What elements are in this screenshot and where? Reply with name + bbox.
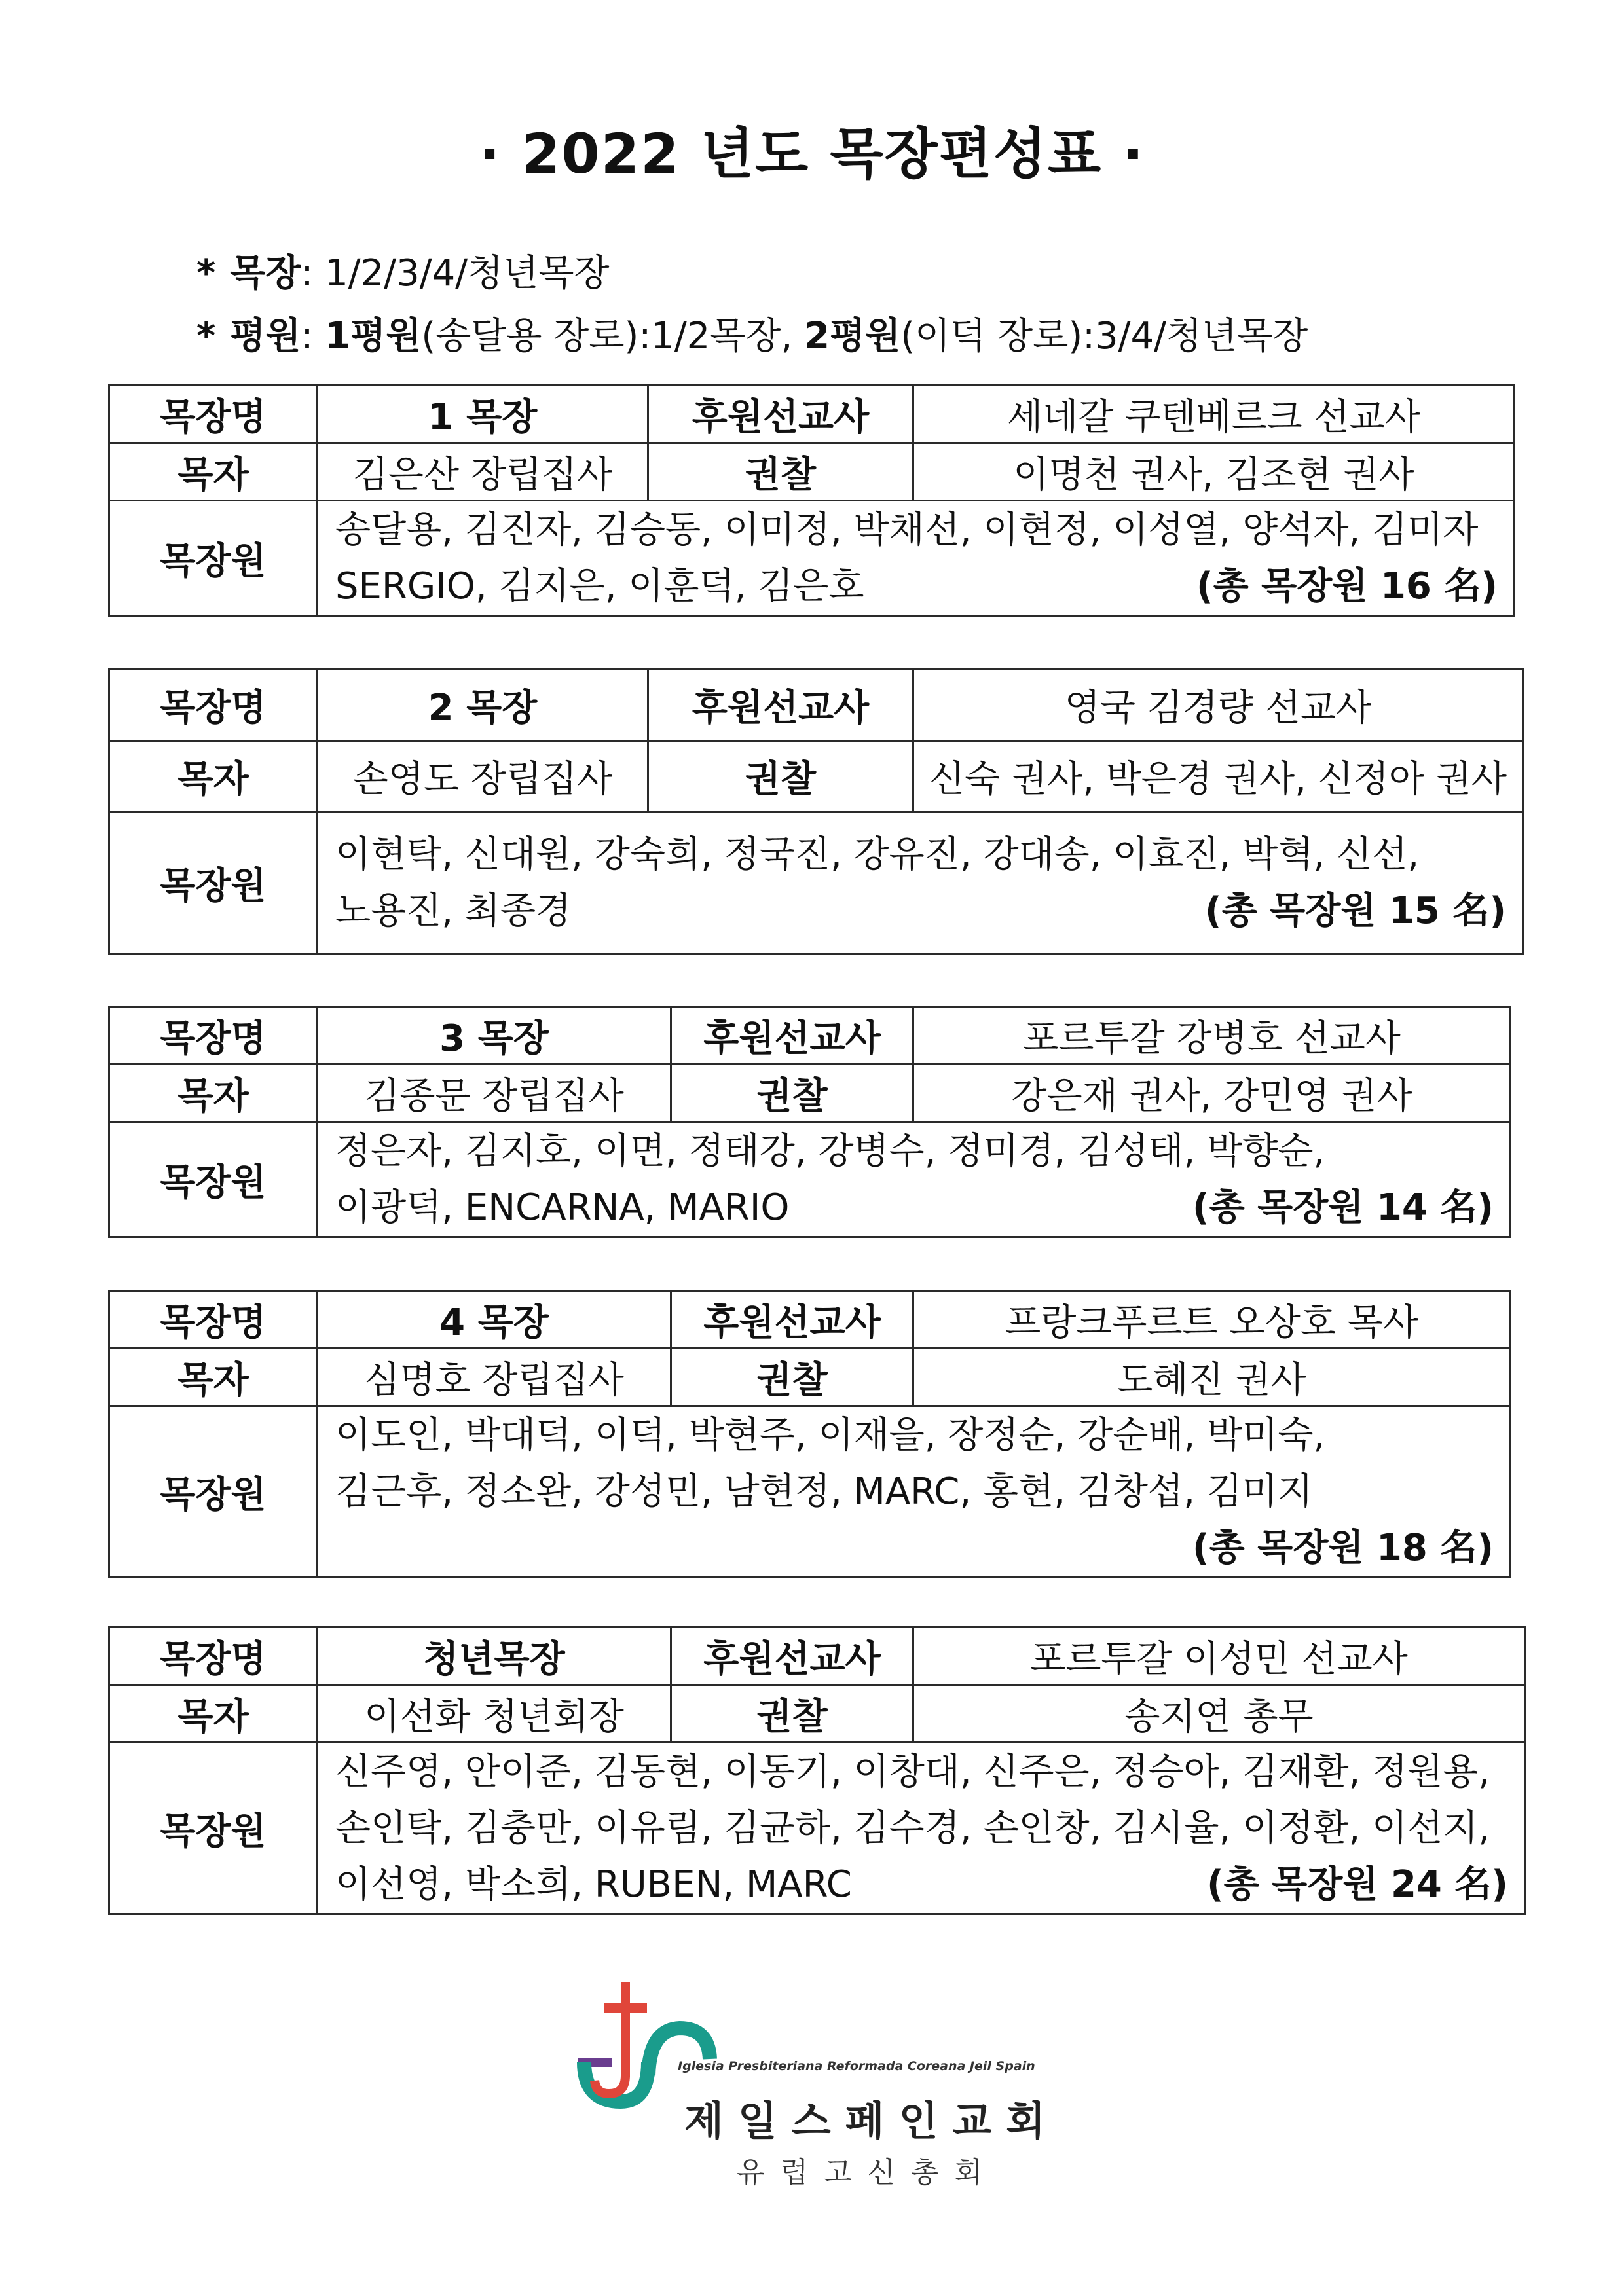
exhorter-label: 권찰 <box>648 741 913 812</box>
sponsor-value: 프랑크푸르트 오상호 목사 <box>913 1291 1511 1349</box>
sponsor-label: 후원선교사 <box>671 1007 913 1065</box>
members-total: (총 목장원 14 名) <box>1192 1186 1494 1229</box>
group-name-label: 목장명 <box>109 1007 318 1065</box>
logo-subtitle: Iglesia Presbiteriana Reformada Coreana Jeil Spain <box>678 2059 1035 2073</box>
group-name-label: 목장명 <box>109 1628 318 1685</box>
pastor-label: 목자 <box>109 1685 318 1743</box>
exhorter-value: 도혜진 권사 <box>913 1349 1511 1406</box>
members-total: (총 목장원 24 名) <box>1207 1863 1508 1906</box>
note-label: 목장 <box>230 252 301 295</box>
notes <box>196 242 1308 368</box>
members-line: 이선영, 박소희, RUBEN, MARC <box>335 1863 852 1906</box>
note-region-1: 1평원 <box>325 315 422 357</box>
exhorter-value: 신숙 권사, 박은경 권사, 신정아 권사 <box>913 741 1523 812</box>
exhorter-label: 권찰 <box>671 1349 913 1406</box>
note-bullet: * <box>196 315 216 357</box>
members-line: 이도인, 박대덕, 이덕, 박현주, 이재을, 장정순, 강순배, 박미숙, <box>335 1413 1325 1457</box>
exhorter-value: 강은재 권사, 강민영 권사 <box>913 1065 1511 1122</box>
note-region-2: 2평원 <box>804 315 901 357</box>
members-line: SERGIO, 김지은, 이훈덕, 김은호 <box>335 564 864 608</box>
sponsor-label: 후원선교사 <box>671 1628 913 1685</box>
members-total: (총 목장원 18 名) <box>1192 1526 1494 1569</box>
note-text: (이덕 장로):3/4/청년목장 <box>900 315 1308 357</box>
members-label: 목장원 <box>109 1743 318 1914</box>
group-name: 2 목장 <box>318 670 648 741</box>
note-label: 평원 <box>230 315 301 357</box>
church-logo <box>570 1977 1067 2193</box>
members-list <box>318 1122 1511 1237</box>
sponsor-label: 후원선교사 <box>648 670 913 741</box>
members-list <box>318 1743 1525 1914</box>
group-name: 3 목장 <box>318 1007 671 1065</box>
pastor-value: 김종문 장립집사 <box>318 1065 671 1122</box>
group-name-label: 목장명 <box>109 386 318 443</box>
logo-cross-horizontal <box>604 2003 647 2013</box>
members-list <box>318 812 1523 954</box>
members-total: (총 목장원 16 名) <box>1196 564 1498 608</box>
sponsor-value: 세네갈 쿠텐베르크 선교사 <box>913 386 1515 443</box>
page-title: · 2022 년도 목장편성표 · <box>479 122 1145 186</box>
sponsor-label: 후원선교사 <box>671 1291 913 1349</box>
note-bullet: * <box>196 252 216 295</box>
group-table-4 <box>108 1290 1511 1578</box>
members-line: 이광덕, ENCARNA, MARIO <box>335 1186 790 1229</box>
exhorter-value: 이명천 권사, 김조현 권사 <box>913 443 1515 501</box>
group-table-1 <box>108 384 1515 617</box>
group-name: 4 목장 <box>318 1291 671 1349</box>
exhorter-value: 송지연 총무 <box>913 1685 1525 1743</box>
group-table-2 <box>108 668 1524 955</box>
members-line: 손인탁, 김충만, 이유림, 김균하, 김수경, 손인창, 김시율, 이정환, 이선지, <box>335 1806 1490 1850</box>
logo-cross-vertical <box>621 1982 630 2077</box>
members-line: 노용진, 최종경 <box>335 889 572 932</box>
exhorter-label: 권찰 <box>671 1685 913 1743</box>
group-table-3 <box>108 1006 1511 1238</box>
pastor-label: 목자 <box>109 741 318 812</box>
sponsor-label: 후원선교사 <box>648 386 913 443</box>
note-text: (송달용 장로):1/2목장, <box>421 315 805 357</box>
pastor-value: 김은산 장립집사 <box>318 443 648 501</box>
sponsor-value: 포르투갈 강병호 선교사 <box>913 1007 1511 1065</box>
members-line: 신주영, 안이준, 김동현, 이동기, 이창대, 신주은, 정승아, 김재환, 정원용, <box>335 1750 1490 1793</box>
logo-denomination: 유럽고신총회 <box>737 2156 999 2189</box>
exhorter-label: 권찰 <box>648 443 913 501</box>
members-line: 김근후, 정소완, 강성민, 남현정, MARC, 홍현, 김창섭, 김미지 <box>335 1470 1313 1513</box>
members-label: 목장원 <box>109 1406 318 1578</box>
members-label: 목장원 <box>109 812 318 954</box>
exhorter-label: 권찰 <box>671 1065 913 1122</box>
members-label: 목장원 <box>109 1122 318 1237</box>
pastor-label: 목자 <box>109 1065 318 1122</box>
members-line: 이현탁, 신대원, 강숙희, 정국진, 강유진, 강대송, 이효진, 박혁, 신선, <box>335 833 1420 876</box>
group-table-youth <box>108 1626 1526 1915</box>
note-text: : <box>301 315 325 357</box>
group-name: 청년목장 <box>318 1628 671 1685</box>
members-list <box>318 501 1515 616</box>
note-text: : 1/2/3/4/청년목장 <box>301 252 610 295</box>
note-group-line <box>196 242 1308 305</box>
members-list <box>318 1406 1511 1578</box>
logo-church-name: 제일스페인교회 <box>684 2097 1060 2145</box>
group-name-label: 목장명 <box>109 1291 318 1349</box>
pastor-value: 심명호 장립집사 <box>318 1349 671 1406</box>
members-line: 송달용, 김진자, 김승동, 이미정, 박채선, 이현정, 이성열, 양석자, 김미자 <box>335 508 1479 551</box>
pastor-label: 목자 <box>109 443 318 501</box>
note-region-line <box>196 305 1308 368</box>
members-label: 목장원 <box>109 501 318 616</box>
sponsor-value: 영국 김경량 선교사 <box>913 670 1523 741</box>
group-name-label: 목장명 <box>109 670 318 741</box>
group-name: 1 목장 <box>318 386 648 443</box>
pastor-value: 손영도 장립집사 <box>318 741 648 812</box>
logo-red-hook <box>595 2075 625 2094</box>
pastor-value: 이선화 청년회장 <box>318 1685 671 1743</box>
members-line: 정은자, 김지호, 이면, 정태강, 강병수, 정미경, 김성태, 박향순, <box>335 1129 1325 1173</box>
sponsor-value: 포르투갈 이성민 선교사 <box>913 1628 1525 1685</box>
members-total: (총 목장원 15 名) <box>1205 889 1506 932</box>
pastor-label: 목자 <box>109 1349 318 1406</box>
